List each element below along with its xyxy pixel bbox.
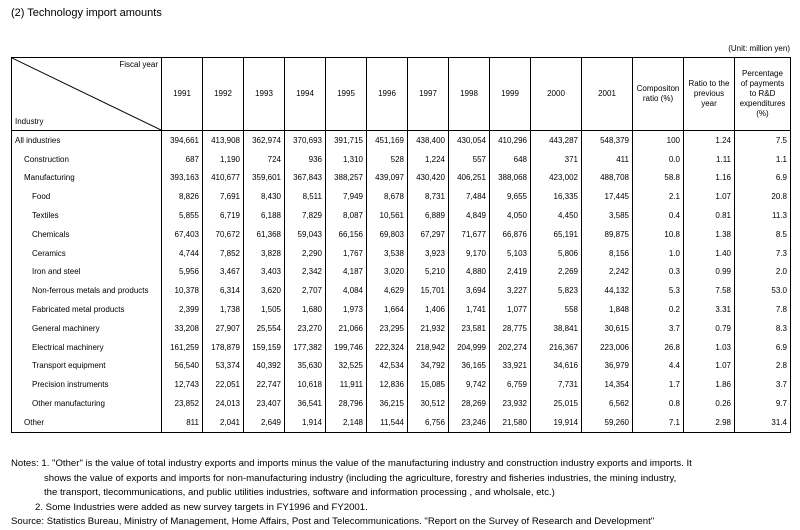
value-cell: 6.9	[735, 169, 791, 188]
value-cell: 2.1	[633, 187, 684, 206]
value-cell: 11,544	[367, 413, 408, 432]
value-cell: 0.79	[684, 319, 735, 338]
value-cell: 0.4	[633, 206, 684, 225]
value-cell: 2,290	[285, 244, 326, 263]
value-cell: 3,020	[367, 263, 408, 282]
value-cell: 8,430	[244, 187, 285, 206]
year-header: 1995	[326, 58, 367, 131]
value-cell: 410,296	[490, 131, 531, 150]
value-cell: 3,923	[408, 244, 449, 263]
value-cell: 648	[490, 150, 531, 169]
value-cell: 4,084	[326, 281, 367, 300]
table-row	[12, 131, 791, 150]
value-cell: 28,775	[490, 319, 531, 338]
value-cell: 33,208	[162, 319, 203, 338]
value-cell: 2,649	[244, 413, 285, 432]
table-row	[12, 357, 791, 376]
header-row	[12, 58, 791, 131]
value-cell: 724	[244, 150, 285, 169]
value-cell: 548,379	[582, 131, 633, 150]
value-cell: 8,678	[367, 187, 408, 206]
value-cell: 4,744	[162, 244, 203, 263]
value-cell: 6,562	[582, 394, 633, 413]
value-cell: 23,270	[285, 319, 326, 338]
value-cell: 1,848	[582, 300, 633, 319]
value-cell: 410,677	[203, 169, 244, 188]
value-cell: 5.3	[633, 281, 684, 300]
value-cell: 7,949	[326, 187, 367, 206]
value-cell: 8.5	[735, 225, 791, 244]
value-cell: 2.8	[735, 357, 791, 376]
table-row	[12, 413, 791, 432]
value-cell: 7.1	[633, 413, 684, 432]
value-cell: 7,852	[203, 244, 244, 263]
table-row	[12, 244, 791, 263]
value-cell: 34,616	[531, 357, 582, 376]
value-cell: 161,259	[162, 338, 203, 357]
value-cell: 936	[285, 150, 326, 169]
value-cell: 3,227	[490, 281, 531, 300]
year-header: 1996	[367, 58, 408, 131]
value-cell: 4,629	[367, 281, 408, 300]
industry-name-cell: Ceramics	[12, 244, 162, 263]
value-cell: 204,999	[449, 338, 490, 357]
value-cell: 36,979	[582, 357, 633, 376]
value-cell: 20.8	[735, 187, 791, 206]
value-cell: 394,661	[162, 131, 203, 150]
value-cell: 3.7	[633, 319, 684, 338]
year-header: 1994	[285, 58, 326, 131]
industry-name-cell: Manufacturing	[12, 169, 162, 188]
value-cell: 4,880	[449, 263, 490, 282]
header-corner-cell	[12, 58, 162, 131]
value-cell: 430,054	[449, 131, 490, 150]
value-cell: 2,041	[203, 413, 244, 432]
industry-name-cell: Chemicals	[12, 225, 162, 244]
value-cell: 10,378	[162, 281, 203, 300]
value-cell: 218,942	[408, 338, 449, 357]
value-cell: 10.8	[633, 225, 684, 244]
composition-ratio-text: Compositon ratio (%)	[636, 84, 680, 103]
value-cell: 488,708	[582, 169, 633, 188]
value-cell: 12,743	[162, 375, 203, 394]
value-cell: 27,907	[203, 319, 244, 338]
composition-ratio-header	[633, 58, 684, 131]
value-cell: 7.3	[735, 244, 791, 263]
value-cell: 10,618	[285, 375, 326, 394]
value-cell: 23,295	[367, 319, 408, 338]
industry-name-cell: Textiles	[12, 206, 162, 225]
value-cell: 9,170	[449, 244, 490, 263]
value-cell: 367,843	[285, 169, 326, 188]
value-cell: 36,215	[367, 394, 408, 413]
note-1-line-2: shows the value of exports and imports for non-manufacturing industry (including the agriculture, forestry and fisheries industries, the mining industry,	[44, 472, 677, 484]
value-cell: 89,875	[582, 225, 633, 244]
value-cell: 7.58	[684, 281, 735, 300]
value-cell: 6,889	[408, 206, 449, 225]
value-cell: 65,191	[531, 225, 582, 244]
value-cell: 9,742	[449, 375, 490, 394]
value-cell: 2,419	[490, 263, 531, 282]
value-cell: 4,849	[449, 206, 490, 225]
value-cell: 0.81	[684, 206, 735, 225]
value-cell: 0.26	[684, 394, 735, 413]
value-cell: 4.4	[633, 357, 684, 376]
value-cell: 159,159	[244, 338, 285, 357]
value-cell: 1,680	[285, 300, 326, 319]
industry-name-cell: Non-ferrous metals and products	[12, 281, 162, 300]
value-cell: 1.24	[684, 131, 735, 150]
value-cell: 0.2	[633, 300, 684, 319]
value-cell: 8,731	[408, 187, 449, 206]
industry-name-cell: Food	[12, 187, 162, 206]
value-cell: 199,746	[326, 338, 367, 357]
industry-name-cell: Electrical machinery	[12, 338, 162, 357]
value-cell: 1.16	[684, 169, 735, 188]
value-cell: 6,314	[203, 281, 244, 300]
value-cell: 362,974	[244, 131, 285, 150]
value-cell: 557	[449, 150, 490, 169]
value-cell: 34,792	[408, 357, 449, 376]
value-cell: 6,719	[203, 206, 244, 225]
value-cell: 23,852	[162, 394, 203, 413]
value-cell: 413,908	[203, 131, 244, 150]
year-header: 1992	[203, 58, 244, 131]
value-cell: 1,914	[285, 413, 326, 432]
technology-import-table	[11, 57, 791, 433]
note-1-line-1: Notes: 1. "Other" is the value of total industry exports and imports minus the value of the manufacturing industry and construction industry exports and imports. It	[11, 458, 692, 469]
value-cell: 69,803	[367, 225, 408, 244]
value-cell: 1,767	[326, 244, 367, 263]
value-cell: 1.07	[684, 187, 735, 206]
value-cell: 22,747	[244, 375, 285, 394]
value-cell: 1.38	[684, 225, 735, 244]
value-cell: 14,354	[582, 375, 633, 394]
value-cell: 59,260	[582, 413, 633, 432]
value-cell: 67,403	[162, 225, 203, 244]
value-cell: 40,392	[244, 357, 285, 376]
value-cell: 15,701	[408, 281, 449, 300]
value-cell: 67,297	[408, 225, 449, 244]
value-cell: 61,368	[244, 225, 285, 244]
value-cell: 6,759	[490, 375, 531, 394]
value-cell: 222,324	[367, 338, 408, 357]
value-cell: 21,580	[490, 413, 531, 432]
industry-label: Industry	[15, 117, 44, 126]
value-cell: 28,796	[326, 394, 367, 413]
value-cell: 2,399	[162, 300, 203, 319]
notes-section	[11, 457, 792, 530]
value-cell: 36,165	[449, 357, 490, 376]
value-cell: 430,420	[408, 169, 449, 188]
value-cell: 21,932	[408, 319, 449, 338]
value-cell: 4,187	[326, 263, 367, 282]
value-cell: 1.07	[684, 357, 735, 376]
value-cell: 1,741	[449, 300, 490, 319]
value-cell: 9,655	[490, 187, 531, 206]
note-1-line-3: the transport, tlecommunications, and public utilities industries, software and information processing , and wholsale, etc.)	[44, 487, 555, 498]
ratio-previous-year-header	[684, 58, 735, 131]
value-cell: 5,823	[531, 281, 582, 300]
table-row	[12, 225, 791, 244]
value-cell: 3,467	[203, 263, 244, 282]
value-cell: 23,407	[244, 394, 285, 413]
value-cell: 5,956	[162, 263, 203, 282]
year-header: 1998	[449, 58, 490, 131]
value-cell: 3,403	[244, 263, 285, 282]
value-cell: 393,163	[162, 169, 203, 188]
value-cell: 451,169	[367, 131, 408, 150]
value-cell: 439,097	[367, 169, 408, 188]
table-row	[12, 150, 791, 169]
value-cell: 19,914	[531, 413, 582, 432]
value-cell: 6,756	[408, 413, 449, 432]
value-cell: 5,210	[408, 263, 449, 282]
year-header: 1993	[244, 58, 285, 131]
value-cell: 8,511	[285, 187, 326, 206]
value-cell: 35,630	[285, 357, 326, 376]
value-cell: 406,251	[449, 169, 490, 188]
unit-label: (Unit: million yen)	[728, 44, 790, 53]
value-cell: 1.86	[684, 375, 735, 394]
value-cell: 100	[633, 131, 684, 150]
table-row	[12, 300, 791, 319]
value-cell: 1.40	[684, 244, 735, 263]
value-cell: 28,269	[449, 394, 490, 413]
table-body	[12, 131, 791, 433]
value-cell: 7,484	[449, 187, 490, 206]
value-cell: 11,911	[326, 375, 367, 394]
value-cell: 25,554	[244, 319, 285, 338]
value-cell: 1,406	[408, 300, 449, 319]
value-cell: 2,269	[531, 263, 582, 282]
value-cell: 223,006	[582, 338, 633, 357]
value-cell: 423,002	[531, 169, 582, 188]
value-cell: 53,374	[203, 357, 244, 376]
value-cell: 23,932	[490, 394, 531, 413]
industry-name-cell: General machinery	[12, 319, 162, 338]
value-cell: 391,715	[326, 131, 367, 150]
value-cell: 8.3	[735, 319, 791, 338]
value-cell: 1.03	[684, 338, 735, 357]
value-cell: 56,540	[162, 357, 203, 376]
year-header: 2000	[531, 58, 582, 131]
value-cell: 7.5	[735, 131, 791, 150]
value-cell: 36,541	[285, 394, 326, 413]
table-row	[12, 375, 791, 394]
value-cell: 1.11	[684, 150, 735, 169]
value-cell: 42,534	[367, 357, 408, 376]
value-cell: 1,224	[408, 150, 449, 169]
rd-percentage-header	[735, 58, 791, 131]
value-cell: 1,310	[326, 150, 367, 169]
value-cell: 388,257	[326, 169, 367, 188]
value-cell: 53.0	[735, 281, 791, 300]
value-cell: 9.7	[735, 394, 791, 413]
table-row	[12, 206, 791, 225]
value-cell: 7.8	[735, 300, 791, 319]
value-cell: 22,051	[203, 375, 244, 394]
value-cell: 0.8	[633, 394, 684, 413]
value-cell: 2.98	[684, 413, 735, 432]
value-cell: 359,601	[244, 169, 285, 188]
value-cell: 558	[531, 300, 582, 319]
value-cell: 66,876	[490, 225, 531, 244]
value-cell: 33,921	[490, 357, 531, 376]
value-cell: 177,382	[285, 338, 326, 357]
value-cell: 5,103	[490, 244, 531, 263]
value-cell: 17,445	[582, 187, 633, 206]
value-cell: 1,738	[203, 300, 244, 319]
value-cell: 70,672	[203, 225, 244, 244]
industry-name-cell: Transport equipment	[12, 357, 162, 376]
value-cell: 44,132	[582, 281, 633, 300]
fiscal-year-label: Fiscal year	[119, 60, 158, 69]
page-title: (2) Technology import amounts	[11, 7, 162, 19]
table-row	[12, 187, 791, 206]
value-cell: 5,855	[162, 206, 203, 225]
table-row	[12, 281, 791, 300]
year-header: 1997	[408, 58, 449, 131]
value-cell: 443,287	[531, 131, 582, 150]
value-cell: 11.3	[735, 206, 791, 225]
value-cell: 0.3	[633, 263, 684, 282]
value-cell: 687	[162, 150, 203, 169]
value-cell: 3.31	[684, 300, 735, 319]
table-row	[12, 169, 791, 188]
value-cell: 38,841	[531, 319, 582, 338]
value-cell: 2.0	[735, 263, 791, 282]
ratio-previous-year-text: Ratio to the previous year	[688, 79, 730, 108]
value-cell: 24,013	[203, 394, 244, 413]
value-cell: 1,077	[490, 300, 531, 319]
value-cell: 2,707	[285, 281, 326, 300]
source-note: Source: Statistics Bureau, Ministry of Management, Home Affairs, Post and Telecommunications. "Report on the Survey of Research and Development"	[11, 516, 655, 527]
industry-name-cell: Other manufacturing	[12, 394, 162, 413]
value-cell: 178,879	[203, 338, 244, 357]
industry-name-cell: Iron and steel	[12, 263, 162, 282]
value-cell: 66,156	[326, 225, 367, 244]
value-cell: 2,148	[326, 413, 367, 432]
value-cell: 15,085	[408, 375, 449, 394]
value-cell: 30,512	[408, 394, 449, 413]
value-cell: 25,015	[531, 394, 582, 413]
value-cell: 3,828	[244, 244, 285, 263]
value-cell: 528	[367, 150, 408, 169]
value-cell: 7,829	[285, 206, 326, 225]
value-cell: 16,335	[531, 187, 582, 206]
industry-name-cell: Construction	[12, 150, 162, 169]
value-cell: 1,190	[203, 150, 244, 169]
value-cell: 8,156	[582, 244, 633, 263]
value-cell: 1.1	[735, 150, 791, 169]
value-cell: 371	[531, 150, 582, 169]
year-header: 2001	[582, 58, 633, 131]
value-cell: 6,188	[244, 206, 285, 225]
value-cell: 4,050	[490, 206, 531, 225]
value-cell: 3,620	[244, 281, 285, 300]
table-row	[12, 394, 791, 413]
year-header: 1999	[490, 58, 531, 131]
value-cell: 411	[582, 150, 633, 169]
value-cell: 3.7	[735, 375, 791, 394]
value-cell: 370,693	[285, 131, 326, 150]
value-cell: 3,538	[367, 244, 408, 263]
value-cell: 32,525	[326, 357, 367, 376]
value-cell: 0.0	[633, 150, 684, 169]
value-cell: 12,836	[367, 375, 408, 394]
value-cell: 1,505	[244, 300, 285, 319]
value-cell: 30,615	[582, 319, 633, 338]
value-cell: 71,677	[449, 225, 490, 244]
value-cell: 7,691	[203, 187, 244, 206]
value-cell: 3,585	[582, 206, 633, 225]
value-cell: 23,246	[449, 413, 490, 432]
value-cell: 4,450	[531, 206, 582, 225]
value-cell: 7,731	[531, 375, 582, 394]
value-cell: 23,581	[449, 319, 490, 338]
value-cell: 58.8	[633, 169, 684, 188]
note-2: 2. Some Industries were added as new survey targets in FY1996 and FY2001.	[35, 501, 368, 513]
value-cell: 31.4	[735, 413, 791, 432]
industry-name-cell: All industries	[12, 131, 162, 150]
value-cell: 1.0	[633, 244, 684, 263]
value-cell: 8,826	[162, 187, 203, 206]
value-cell: 1,973	[326, 300, 367, 319]
value-cell: 0.99	[684, 263, 735, 282]
value-cell: 388,068	[490, 169, 531, 188]
table-row	[12, 263, 791, 282]
value-cell: 6.9	[735, 338, 791, 357]
rd-percentage-text: Percentage of payments to R&D expenditures (%)	[739, 69, 786, 118]
value-cell: 1.7	[633, 375, 684, 394]
value-cell: 1,664	[367, 300, 408, 319]
year-header: 1991	[162, 58, 203, 131]
value-cell: 438,400	[408, 131, 449, 150]
value-cell: 26.8	[633, 338, 684, 357]
table-row	[12, 319, 791, 338]
value-cell: 216,367	[531, 338, 582, 357]
industry-name-cell: Other	[12, 413, 162, 432]
value-cell: 21,066	[326, 319, 367, 338]
value-cell: 202,274	[490, 338, 531, 357]
value-cell: 59,043	[285, 225, 326, 244]
value-cell: 5,806	[531, 244, 582, 263]
value-cell: 811	[162, 413, 203, 432]
value-cell: 8,087	[326, 206, 367, 225]
industry-name-cell: Precision instruments	[12, 375, 162, 394]
table-row	[12, 338, 791, 357]
industry-name-cell: Fabricated metal products	[12, 300, 162, 319]
value-cell: 2,342	[285, 263, 326, 282]
value-cell: 2,242	[582, 263, 633, 282]
value-cell: 3,694	[449, 281, 490, 300]
value-cell: 10,561	[367, 206, 408, 225]
